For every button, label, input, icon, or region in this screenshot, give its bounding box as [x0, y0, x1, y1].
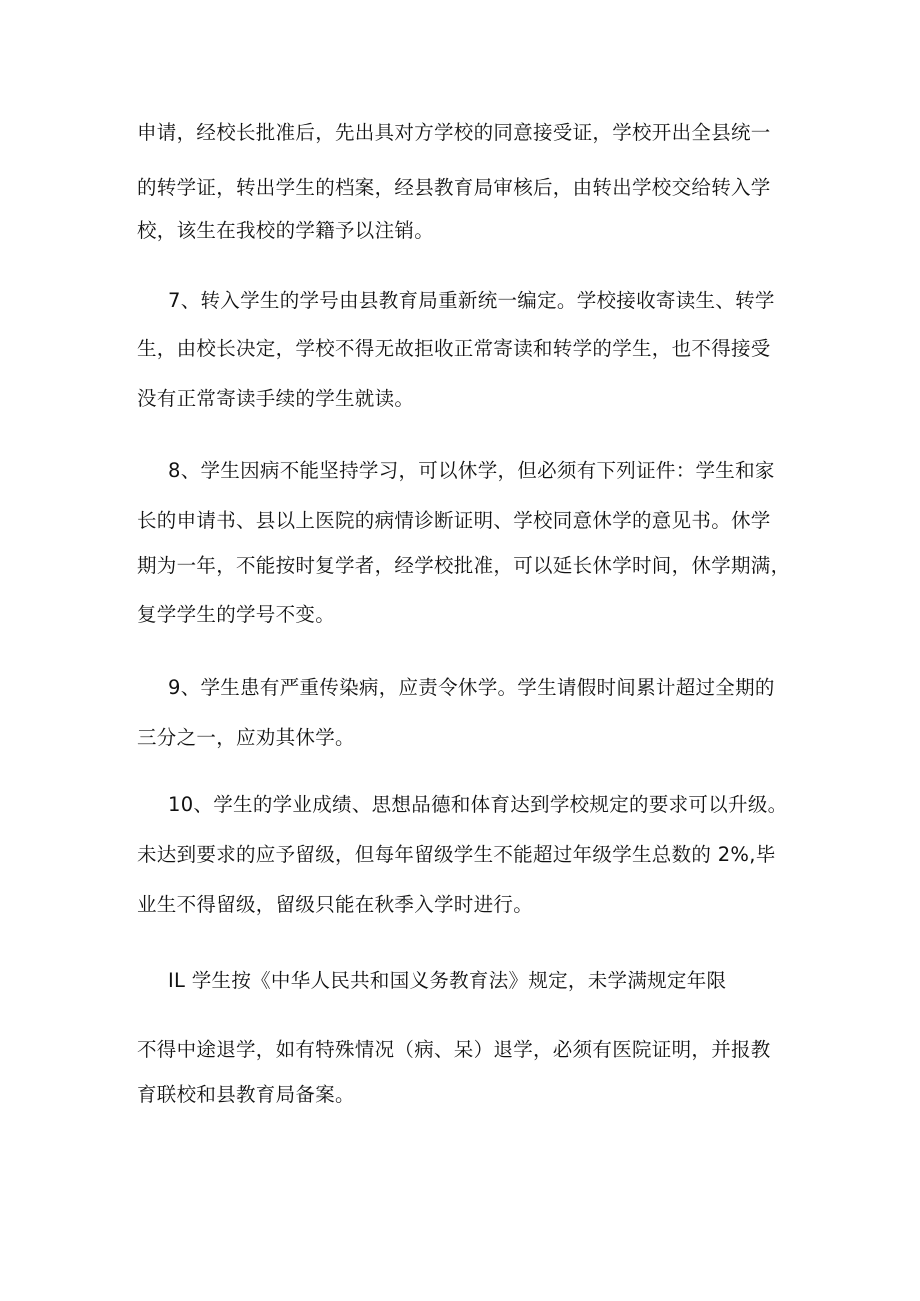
text-line: 没有正常寄读手续的学生就读。 [137, 387, 415, 410]
text-line: 8、学生因病不能坚持学习，可以休学，但必须有下列证件：学生和家 [168, 459, 775, 482]
text-line: 长的申请书、县以上医院的病情诊断证明、学校同意休学的意见书。休学 [137, 509, 771, 532]
text-line: 期为一年，不能按时复学者，经学校批准，可以延长休学时间，休学期满， [137, 554, 791, 577]
text-line: 不得中途退学，如有特殊情况（病、呆）退学，必须有医院证明，并报教 [137, 1038, 771, 1061]
text-line: 校，该生在我校的学籍予以注销。 [137, 219, 435, 242]
text-line: 复学学生的学号不变。 [137, 603, 336, 626]
text-line: 未达到要求的应予留级，但每年留级学生不能超过年级学生总数的 2%,毕 [137, 843, 776, 866]
text-line: 9、学生患有严重传染病，应责令休学。学生请假时间累计超过全期的 [168, 676, 775, 699]
text-line: 的转学证，转出学生的档案，经县教育局审核后，由转出学校交给转入学 [137, 176, 771, 199]
text-line: IL 学生按《中华人民共和国义务教育法》规定，未学满规定年限 [168, 969, 727, 992]
text-line: 三分之一，应劝其休学。 [137, 726, 355, 749]
text-line: 7、转入学生的学号由县教育局重新统一编定。学校接收寄读生、转学 [168, 289, 775, 312]
text-line: 业生不得留级，留级只能在秋季入学时进行。 [137, 893, 534, 916]
text-line: 育联校和县教育局备案。 [137, 1083, 355, 1106]
text-line: 申请，经校长批准后，先出具对方学校的同意接受证，学校开出全县统一 [137, 121, 771, 144]
text-line: 生，由校长决定，学校不得无故拒收正常寄读和转学的学生，也不得接受 [137, 337, 771, 360]
text-line: 10、学生的学业成绩、思想品德和体育达到学校规定的要求可以升级。 [168, 793, 788, 816]
